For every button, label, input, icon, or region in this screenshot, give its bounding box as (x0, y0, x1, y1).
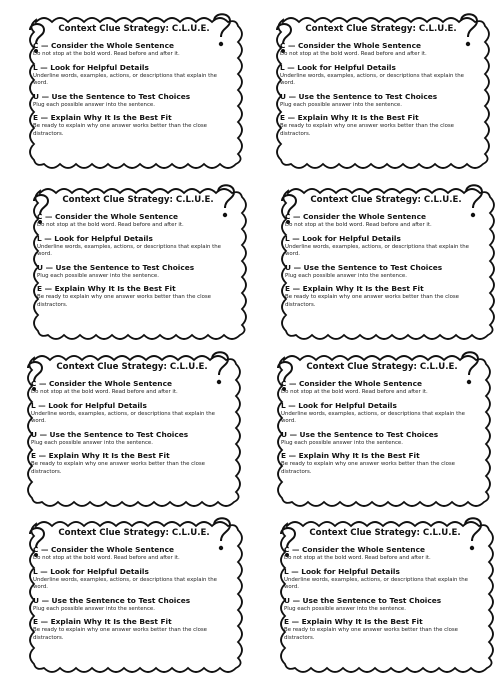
step-heading: U — Use the Sentence to Test Choices (280, 91, 438, 101)
step-description: Be ready to explain why one answer works better than the close distractors. (31, 461, 206, 475)
card-content (280, 24, 476, 143)
step-heading: U — Use the Sentence to Test Choices (31, 429, 189, 439)
step-heading: E — Explain Why It Is the Best Fit (37, 284, 176, 294)
step-description: Underline words, examples, actions, or descriptions that explain the word. (284, 576, 469, 591)
card-content (284, 528, 480, 647)
step-heading: L — Look for Helpful Details (285, 233, 401, 243)
step-description: Plug each possible answer into the sentence. (37, 272, 159, 279)
step-heading: L — Look for Helpful Details (33, 566, 149, 576)
step-heading: L — Look for Helpful Details (280, 62, 396, 72)
step-heading: C — Consider the Whole Sentence (37, 212, 178, 221)
step-heading: U — Use the Sentence to Test Choices (37, 262, 195, 272)
step-description: Plug each possible answer into the sentence. (281, 439, 403, 446)
step-description: Do not stop at the bold word. Read before and after it. (284, 555, 431, 561)
step-l (281, 401, 477, 426)
step-heading: C — Consider the Whole Sentence (281, 379, 422, 388)
step-e (33, 617, 229, 642)
step-heading: E — Explain Why It Is the Best Fit (281, 451, 420, 461)
step-u (31, 430, 227, 448)
step-l (37, 234, 233, 259)
step-heading: E — Explain Why It Is the Best Fit (280, 113, 419, 123)
step-heading: U — Use the Sentence to Test Choices (284, 595, 442, 605)
step-heading: C — Consider the Whole Sentence (284, 545, 425, 554)
step-l (280, 63, 476, 88)
step-heading: L — Look for Helpful Details (281, 400, 397, 410)
step-heading: E — Explain Why It Is the Best Fit (285, 284, 424, 294)
card-content (285, 195, 481, 314)
step-c (31, 379, 227, 397)
step-heading: C — Consider the Whole Sentence (280, 41, 421, 50)
step-description: Underline words, examples, actions, or descriptions that explain the word. (37, 243, 222, 258)
step-description: Do not stop at the bold word. Read before and after it. (281, 389, 428, 395)
step-u (284, 596, 480, 614)
step-heading: E — Explain Why It Is the Best Fit (31, 451, 170, 461)
step-description: Be ready to explain why one answer works better than the close distractors. (284, 627, 459, 641)
step-e (284, 617, 480, 642)
step-e (31, 451, 227, 476)
step-c (33, 545, 229, 563)
step-e (285, 284, 481, 309)
card-content (281, 362, 477, 481)
step-heading: E — Explain Why It Is the Best Fit (33, 113, 172, 123)
step-c (37, 212, 233, 230)
step-heading: L — Look for Helpful Details (31, 400, 147, 410)
step-description: Plug each possible answer into the sentence. (33, 101, 155, 108)
step-description: Do not stop at the bold word. Read before and after it. (33, 51, 180, 57)
step-u (280, 92, 476, 110)
step-e (33, 113, 229, 138)
step-heading: C — Consider the Whole Sentence (31, 379, 172, 388)
step-c (33, 41, 229, 59)
step-u (33, 92, 229, 110)
step-l (285, 234, 481, 259)
clue-card-4 (276, 185, 490, 341)
clue-card-2 (271, 14, 485, 170)
step-e (37, 284, 233, 309)
step-description: Do not stop at the bold word. Read before and after it. (31, 389, 178, 395)
step-l (33, 567, 229, 592)
step-heading: C — Consider the Whole Sentence (33, 41, 174, 50)
step-u (285, 263, 481, 281)
step-description: Do not stop at the bold word. Read before and after it. (285, 222, 432, 228)
step-description: Be ready to explain why one answer works better than the close distractors. (37, 294, 212, 308)
step-description: Underline words, examples, actions, or descriptions that explain the word. (280, 72, 465, 87)
step-u (281, 430, 477, 448)
step-heading: C — Consider the Whole Sentence (285, 212, 426, 221)
step-heading: E — Explain Why It Is the Best Fit (33, 617, 172, 627)
card-title: Context Clue Strategy: C.L.U.E. (56, 362, 208, 372)
step-heading: U — Use the Sentence to Test Choices (285, 262, 443, 272)
step-c (281, 379, 477, 397)
clue-card-5 (22, 352, 236, 508)
step-heading: C — Consider the Whole Sentence (33, 545, 174, 554)
step-heading: U — Use the Sentence to Test Choices (281, 429, 439, 439)
card-title: Context Clue Strategy: C.L.U.E. (310, 195, 462, 205)
step-e (281, 451, 477, 476)
clue-card-8 (275, 518, 489, 674)
step-c (285, 212, 481, 230)
step-heading: L — Look for Helpful Details (284, 566, 400, 576)
card-content (37, 195, 233, 314)
clue-card-3 (28, 185, 242, 341)
step-description: Plug each possible answer into the sentence. (31, 439, 153, 446)
card-content (33, 528, 229, 647)
clue-card-7 (24, 518, 238, 674)
step-description: Be ready to explain why one answer works better than the close distractors. (285, 294, 460, 308)
step-description: Underline words, examples, actions, or descriptions that explain the word. (281, 410, 466, 425)
step-description: Underline words, examples, actions, or descriptions that explain the word. (285, 243, 470, 258)
step-description: Plug each possible answer into the sentence. (284, 605, 406, 612)
card-title: Context Clue Strategy: C.L.U.E. (306, 362, 458, 372)
card-content (31, 362, 227, 481)
step-description: Underline words, examples, actions, or descriptions that explain the word. (31, 410, 216, 425)
card-title: Context Clue Strategy: C.L.U.E. (58, 24, 210, 34)
card-title: Context Clue Strategy: C.L.U.E. (309, 528, 461, 538)
step-e (280, 113, 476, 138)
card-content (33, 24, 229, 143)
card-title: Context Clue Strategy: C.L.U.E. (62, 195, 214, 205)
step-u (33, 596, 229, 614)
step-heading: L — Look for Helpful Details (37, 233, 153, 243)
step-description: Underline words, examples, actions, or descriptions that explain the word. (33, 576, 218, 591)
step-heading: U — Use the Sentence to Test Choices (33, 91, 191, 101)
step-description: Be ready to explain why one answer works better than the close distractors. (33, 627, 208, 641)
step-heading: L — Look for Helpful Details (33, 62, 149, 72)
step-description: Plug each possible answer into the sentence. (33, 605, 155, 612)
step-u (37, 263, 233, 281)
step-l (31, 401, 227, 426)
step-description: Be ready to explain why one answer works better than the close distractors. (280, 123, 455, 137)
step-c (280, 41, 476, 59)
card-title: Context Clue Strategy: C.L.U.E. (58, 528, 210, 538)
card-title: Context Clue Strategy: C.L.U.E. (305, 24, 457, 34)
step-heading: U — Use the Sentence to Test Choices (33, 595, 191, 605)
clue-card-6 (272, 352, 486, 508)
step-l (284, 567, 480, 592)
step-c (284, 545, 480, 563)
step-description: Do not stop at the bold word. Read before and after it. (33, 555, 180, 561)
step-heading: E — Explain Why It Is the Best Fit (284, 617, 423, 627)
clue-card-1 (24, 14, 238, 170)
step-description: Do not stop at the bold word. Read before and after it. (37, 222, 184, 228)
step-description: Be ready to explain why one answer works better than the close distractors. (281, 461, 456, 475)
step-description: Underline words, examples, actions, or descriptions that explain the word. (33, 72, 218, 87)
step-l (33, 63, 229, 88)
step-description: Be ready to explain why one answer works better than the close distractors. (33, 123, 208, 137)
step-description: Do not stop at the bold word. Read before and after it. (280, 51, 427, 57)
step-description: Plug each possible answer into the sentence. (285, 272, 407, 279)
step-description: Plug each possible answer into the sentence. (280, 101, 402, 108)
